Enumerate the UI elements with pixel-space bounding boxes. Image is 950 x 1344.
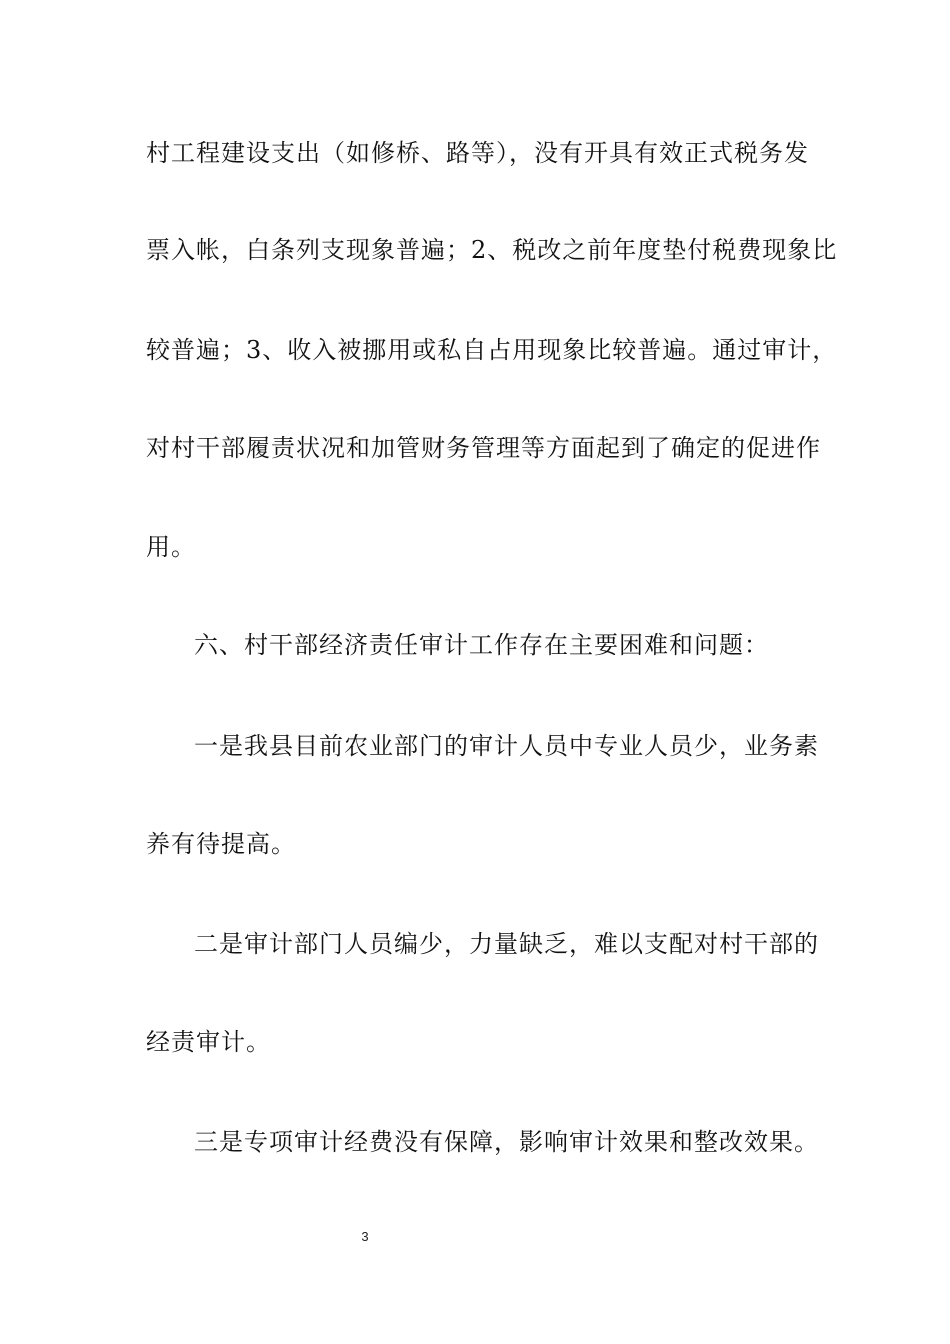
paragraph-line: 二是审计部门人员编少，力量缺乏，难以支配对村干部的 [194,930,819,958]
paragraph-line: 票入帐，白条列支现象普遍；2、税改之前年度垫付税费现象比 [146,236,838,264]
section-heading: 六、村干部经济责任审计工作存在主要困难和问题： [194,631,769,659]
paragraph-line: 三是专项审计经费没有保障，影响审计效果和整改效果。 [194,1128,819,1156]
paragraph-line: 对村干部履责状况和加管财务管理等方面起到了确定的促进作 [146,434,821,462]
paragraph-line: 较普遍；3、收入被挪用或私自占用现象比较普遍。通过审计， [146,336,838,364]
paragraph-line: 养有待提高。 [146,830,296,858]
paragraph-line: 用。 [146,533,196,561]
paragraph-line: 一是我县目前农业部门的审计人员中专业人员少，业务素 [194,732,819,760]
paragraph-line: 经责审计。 [146,1028,271,1056]
page-number: 3 [361,1229,369,1244]
paragraph-line: 村工程建设支出（如修桥、路等），没有开具有效正式税务发 [146,139,809,167]
